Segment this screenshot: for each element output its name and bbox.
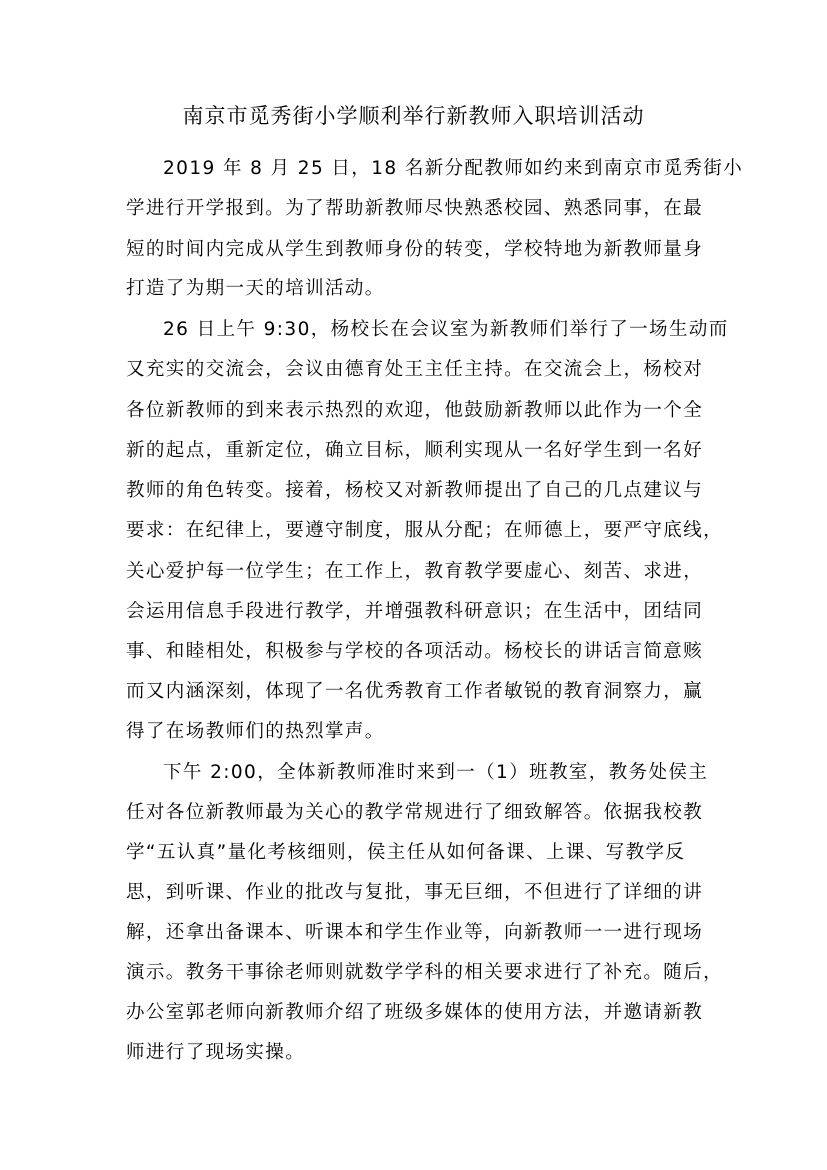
paragraph-2-line-6: 要求：在纪律上，要遵守制度，服从分配；在师德上，要严守底线， — [126, 520, 724, 541]
paragraph-3-line-1: 下午 2:00，全体新教师准时来到一（1）班教室，教务处侯主 — [163, 762, 709, 783]
paragraph-2-line-2: 又充实的交流会，会议由德育处王主任主持。在交流会上，杨校对 — [126, 359, 704, 380]
paragraph-2-line-9: 事、和睦相处，积极参与学校的各项活动。杨校长的讲话言简意赅 — [126, 641, 704, 662]
paragraph-1-line-2: 学进行开学报到。为了帮助新教师尽快熟悉校园、熟悉同事，在最 — [126, 198, 704, 219]
paragraph-2-line-1: 26 日上午 9:30，杨校长在会议室为新教师们举行了一场生动而 — [163, 319, 729, 340]
paragraph-2-line-8: 会运用信息手段进行教学，并增强教科研意识；在生活中，团结同 — [126, 601, 704, 622]
paragraph-2-line-3: 各位新教师的到来表示热烈的欢迎，他鼓励新教师以此作为一个全 — [126, 400, 704, 421]
paragraph-1-line-3: 短的时间内完成从学生到教师身份的转变，学校特地为新教师量身 — [126, 239, 704, 260]
paragraph-3-line-7: 办公室郭老师向新教师介绍了班级多媒体的使用方法，并邀请新教 — [126, 1002, 704, 1023]
paragraph-3-line-5: 解，还拿出备课本、听课本和学生作业等，向新教师一一进行现场 — [126, 922, 704, 943]
paragraph-3-line-2: 任对各位新教师最为关心的教学常规进行了细致解答。依据我校教 — [126, 802, 704, 823]
paragraph-2-line-5: 教师的角色转变。接着，杨校又对新教师提出了自己的几点建议与 — [126, 480, 704, 501]
paragraph-3-line-4: 思，到听课、作业的批改与复批，事无巨细，不但进行了详细的讲 — [126, 882, 704, 903]
paragraph-2-line-11: 得了在场教师们的热烈掌声。 — [126, 721, 385, 742]
document-title: 南京市觅秀街小学顺利举行新教师入职培训活动 — [182, 104, 645, 128]
paragraph-2-line-4: 新的起点，重新定位，确立目标，顺利实现从一名好学生到一名好 — [126, 440, 704, 461]
paragraph-2-line-10: 而又内涵深刻，体现了一名优秀教育工作者敏锐的教育洞察力，赢 — [126, 681, 704, 702]
paragraph-3-line-8: 师进行了现场实操。 — [126, 1042, 306, 1063]
paragraph-1-line-1: 2019 年 8 月 25 日，18 名新分配教师如约来到南京市觅秀街小 — [163, 158, 744, 179]
paragraph-2-line-7: 关心爱护每一位学生；在工作上，教育教学要虚心、刻苦、求进， — [126, 561, 704, 582]
paragraph-3-line-3: 学“五认真”量化考核细则，侯主任从如何备课、上课、写教学反 — [126, 842, 686, 863]
paragraph-3-line-6: 演示。教务干事徐老师则就数学学科的相关要求进行了补充。随后， — [126, 962, 724, 983]
paragraph-1-line-4: 打造了为期一天的培训活动。 — [126, 278, 385, 299]
